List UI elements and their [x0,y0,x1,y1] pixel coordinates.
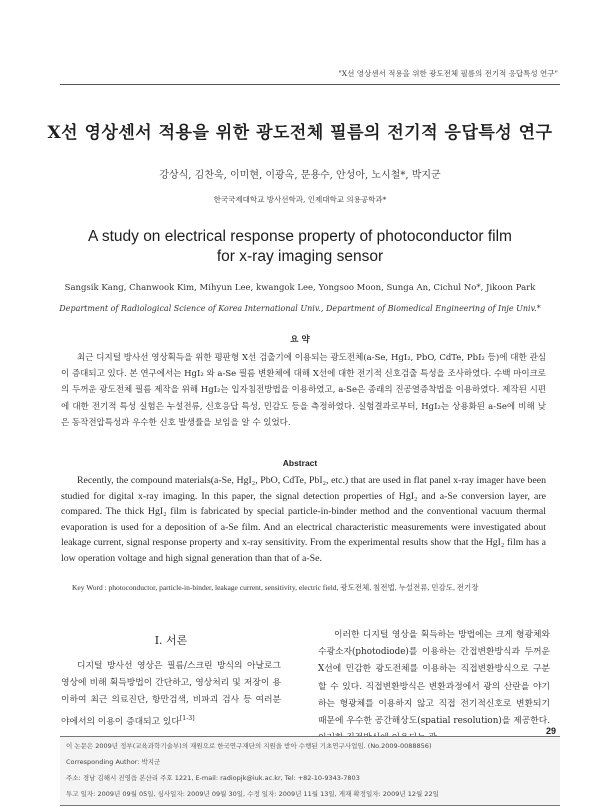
footer-corresponding-author: Corresponding Author: 박지군 [66,758,161,766]
footer-address: 주소: 경남 김해시 진영읍 본산리 주호 1221, E-mail: radiopjk@iuk.ac.kr, Tel: +82-10-9343-7803 [66,774,360,782]
footer-funding-note: 이 논문은 2009년 정부(교육과학기술부)의 재원으로 한국연구재단의 지원을 받아 수행된 기초연구사업임. (No.2009-0088856) [66,742,432,750]
paper-title-korean: X선 영상센서 적용을 위한 광도전체 필름의 전기적 응답특성 연구 [47,123,553,143]
footer-notes [60,736,560,806]
right-column [318,627,550,747]
abstract-english: Recently, the compound materials(a-Se, HgI₂, PbO, CdTe, PbI₂, etc.) that are used in flat panel x-ray imager have been studied for digital x-ray imaging. In this paper, the signal detection properties of HgI₂ and a-Se conversion layer, are compared. The thick HgI₂ film is fabricated by special particle-in-binder method and the conventional vacuum thermal evaporation is used for a deposition of a-Se film. And an electrical characteristic measurements were investigated about leakage current, signal response property and x-ray sensitivity. From the experimental results show that the HgI₂ film has a low operation voltage and high signal generation than that of a-Se. [61,475,546,564]
footer-dates: 투고 일자: 2009년 09월 05일, 심사일자: 2009년 09월 30일, 수정 일자: 2009년 11월 13일, 게재 확정일자: 2009년 12월 22일 [66,790,439,798]
summary-korean: 최근 디지털 방사선 영상획득을 위한 평판형 X선 검출기에 이용되는 광도전체(a-Se, HgI₂, PbO, CdTe, PbI₂ 등)에 대한 관심이 증대되고 있다. 본 연구에서는 HgI₂ 와 a-Se 필름 변환체에 대해 X선에 대한 전기적 신호검출 특성을 조사하였다. 수백 마이크로의 두꺼운 광도전체 필름 제작을 위해 HgI₂는 입자침전방법을 이용하였고, a-Se은 종래의 진공열증착법을 이용하였다. 제작된 시편에 대한 전기적 특성 실험은 누설전류, 신호응답 특성, 민감도 등을 측정하였다. 실험결과로부터, HgI₂는 상용화된 a-Se에 비해 낮은 동작전압특성과 우수한 신호 발생률을 보임을 알 수 있었다. [61,353,546,428]
paper-title-english-line2: for x-ray imaging sensor [216,248,384,265]
section-heading-introduction: I. 서론 [154,634,188,647]
header-rule [60,84,560,85]
page-number: 29 [545,726,556,736]
left-column [61,632,281,731]
citation-ref[interactable]: [1-3] [179,714,195,722]
authors-english: Sangsik Kang, Chanwook Kim, Mihyun Lee, kwangok Lee, Yongsoo Moon, Sunga An, Cichul No*, Jikoon Park [64,283,536,293]
summary-label-korean: 요 약 [290,335,310,345]
introduction-paragraph-2: 이러한 디지털 영상을 획득하는 방법에는 크게 형광체와 수광소자(photodiode)를 이용하는 간접변환방식과 두꺼운 X선에 민감한 광도전체를 이용하는 직접변환방식으로 구분할 수 있다. 직접변환방식은 변환과정에서 광의 산란을 야기하는 형광체를 이용하지 않고 직접 전기적신호로 변환되기 때문에 우수한 공간해상도(spatial resolution)을 제공한다. [318,630,550,727]
authors-korean: 강상식, 김찬욱, 이미현, 이광옥, 문용수, 안성아, 노시철*, 박지군 [159,170,441,181]
introduction-paragraph-1-text: 디지털 방사선 영상은 필름/스크린 방식의 아날로그 영상에 비해 획득방법이 간단하고, 영상처리 및 저장이 용이하여 최근 의료진단, 항만검색, 비파괴 검사 등 여러분야에서의 이용이 증대되고 있다 [61,661,281,727]
keywords: Key Word : photoconductor, particle-in-binder, leakage current, sensitivity, electric field, 광도전체, 침전법, 누설전류, 민감도, 전기장 [72,583,479,592]
abstract-label: Abstract [282,458,318,468]
affiliation-english: Department of Radiological Science of Korea International Univ., Department of Biomedical Engineering of Inje Univ.* [59,304,541,313]
paper-title-english-line1: A study on electrical response property of photoconductor film [88,228,512,245]
affiliation-korean: 한국국제대학교 방사선학과, 인제대학교 의용공학과* [213,195,387,204]
introduction-paragraph-1 [61,658,281,731]
running-head: "X선 영상센서 적용을 위한 광도전체 필름의 전기적 응답특성 연구" [338,69,558,78]
